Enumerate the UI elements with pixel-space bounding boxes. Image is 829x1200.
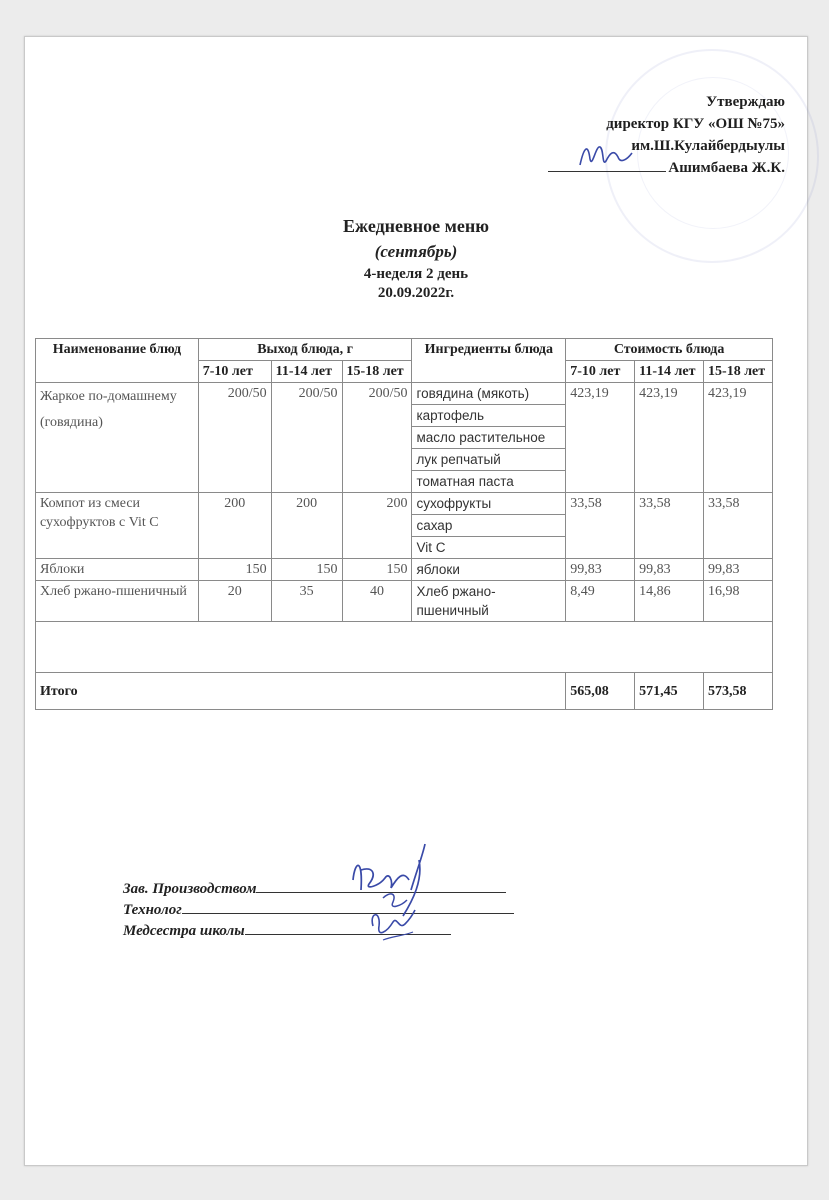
- cost-cell: 8,49: [566, 581, 635, 622]
- total-cost-cell: 573,58: [704, 673, 773, 710]
- ingredient-cell: масло растительное: [412, 427, 566, 449]
- cost-cell: 423,19: [704, 383, 773, 493]
- output-cell: 200/50: [271, 383, 342, 493]
- ingredient-cell: сухофрукты: [412, 493, 566, 515]
- signature-technologist-row: [123, 899, 514, 920]
- director-signature: [548, 157, 666, 172]
- output-cell: 200/50: [342, 383, 412, 493]
- dish-name-cell: Компот из смеси сухофруктов с Vit C: [36, 493, 199, 559]
- menu-title-block: [25, 213, 807, 303]
- cost-cell: 99,83: [635, 559, 704, 581]
- approval-signature-line: [548, 157, 785, 179]
- dish-name-cell: Яблоки: [36, 559, 199, 581]
- total-cost-cell: 571,45: [635, 673, 704, 710]
- ingredient-cell: сахар: [412, 515, 566, 537]
- total-row: [36, 673, 773, 710]
- total-label: Итого: [36, 673, 566, 710]
- dish-name-cell: Хлеб ржано-пшеничный: [36, 581, 199, 622]
- output-cell: 40: [342, 581, 412, 622]
- approval-school: им.Ш.Кулайбердыулы: [631, 138, 785, 154]
- table-row: [36, 383, 773, 405]
- cost-cell: 99,83: [704, 559, 773, 581]
- menu-table: [35, 338, 773, 710]
- dish-name-cell: Жаркое по-домашнему (говядина): [36, 383, 199, 493]
- cost-cell: 14,86: [635, 581, 704, 622]
- cost-cell: 99,83: [566, 559, 635, 581]
- director-name: Ашимбаева Ж.К.: [668, 160, 785, 176]
- output-cell: 150: [342, 559, 412, 581]
- document-page: [24, 36, 808, 1166]
- table-row-empty: [36, 622, 773, 673]
- output-cell: 200: [342, 493, 412, 559]
- output-cell: 150: [271, 559, 342, 581]
- signature-block: [123, 878, 514, 941]
- header-age-15-18: 15-18 лет: [342, 361, 412, 383]
- menu-week-day: 4-неделя 2 день: [363, 266, 469, 282]
- header-cost: Стоимость блюда: [566, 339, 773, 361]
- table-header-row: [36, 339, 773, 361]
- cost-cell: 16,98: [704, 581, 773, 622]
- header-ingredients: Ингредиенты блюда: [412, 339, 566, 383]
- signature-technologist-label: Технолог: [123, 902, 182, 918]
- output-cell: 200: [198, 493, 271, 559]
- signature-production-label: Зав. Производством: [123, 881, 257, 897]
- output-cell: 20: [198, 581, 271, 622]
- menu-title: Ежедневное меню: [343, 216, 489, 236]
- menu-date: 20.09.2022г.: [377, 285, 455, 301]
- ingredient-cell: лук репчатый: [412, 449, 566, 471]
- total-cost-cell: 565,08: [566, 673, 635, 710]
- table-row: [36, 581, 773, 622]
- menu-month: (сентябрь): [374, 242, 458, 261]
- cost-cell: 33,58: [635, 493, 704, 559]
- output-cell: 35: [271, 581, 342, 622]
- table-row: [36, 559, 773, 581]
- signature-production-row: [123, 878, 514, 899]
- table-row: [36, 493, 773, 515]
- ingredient-cell: Vit C: [412, 537, 566, 559]
- header-age-7-10: 7-10 лет: [198, 361, 271, 383]
- ingredient-cell: томатная паста: [412, 471, 566, 493]
- approval-block: [548, 91, 785, 179]
- cost-cell: 33,58: [704, 493, 773, 559]
- header-cost-age-11-14: 11-14 лет: [635, 361, 704, 383]
- header-cost-age-15-18: 15-18 лет: [704, 361, 773, 383]
- header-age-11-14: 11-14 лет: [271, 361, 342, 383]
- ingredient-cell: Хлеб ржано-пшеничный: [412, 581, 566, 622]
- signature-nurse-row: [123, 920, 514, 941]
- empty-cell: [36, 622, 773, 673]
- header-output: Выход блюда, г: [198, 339, 412, 361]
- cost-cell: 33,58: [566, 493, 635, 559]
- header-dish-name: Наименование блюд: [36, 339, 199, 383]
- header-cost-age-7-10: 7-10 лет: [566, 361, 635, 383]
- approval-heading: Утверждаю: [706, 94, 785, 110]
- output-cell: 200: [271, 493, 342, 559]
- ingredient-cell: картофель: [412, 405, 566, 427]
- signature-nurse-label: Медсестра школы: [123, 923, 245, 939]
- output-cell: 200/50: [198, 383, 271, 493]
- ingredient-cell: говядина (мякоть): [412, 383, 566, 405]
- approval-position: директор КГУ «ОШ №75»: [606, 116, 785, 132]
- handwritten-signatures: [333, 840, 453, 958]
- ingredient-cell: яблоки: [412, 559, 566, 581]
- output-cell: 150: [198, 559, 271, 581]
- cost-cell: 423,19: [566, 383, 635, 493]
- cost-cell: 423,19: [635, 383, 704, 493]
